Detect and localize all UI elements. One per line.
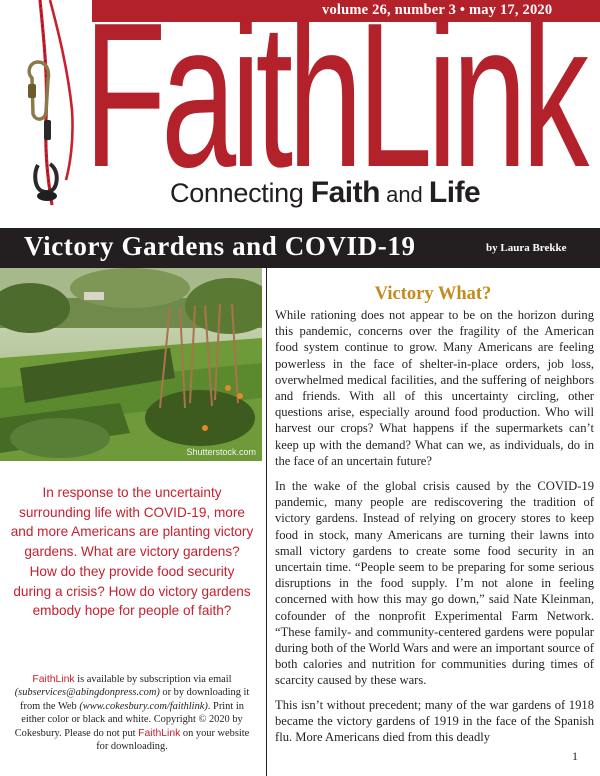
tagline-connecting: Connecting xyxy=(170,178,311,208)
article-byline: by Laura Brekke xyxy=(486,242,567,254)
notice-email: (subservices@abingdonpress.com) xyxy=(14,687,160,699)
section-heading: Victory What? xyxy=(374,284,492,304)
photo-credit: Shutterstock.com xyxy=(186,447,256,457)
tagline-faith: Faith xyxy=(310,176,380,209)
garden-photo-image xyxy=(0,268,262,461)
faithlink-logo xyxy=(84,16,594,184)
masthead xyxy=(0,0,600,228)
notice-text-1: is available by subscription via email xyxy=(74,674,232,685)
garden-photo xyxy=(0,268,262,461)
column-divider xyxy=(266,268,267,776)
tagline-and: and xyxy=(379,182,429,207)
issue-line: volume 26, number 3 • may 17, 2020 xyxy=(322,2,553,18)
tagline xyxy=(170,176,480,210)
notice-web: (www.cokesbury.com/faithlink) xyxy=(79,700,208,712)
notice-brand-2: FaithLink xyxy=(138,727,181,739)
sidebar-panel xyxy=(0,461,262,776)
article-title: Victory Gardens and COVID-19 xyxy=(24,231,416,261)
page-number: 1 xyxy=(572,749,578,763)
tagline-life: Life xyxy=(428,176,481,209)
title-band xyxy=(0,228,600,268)
svg-text:FaithLink: FaithLink xyxy=(84,16,590,184)
notice-text-4: on your website for downloading. xyxy=(96,727,250,753)
body-paragraph-2: In the wake of the global crisis caused by the COVID-19 pandemic, many people are rediscovering the tradition of victory gardens. Instead of relying on grocery stores to keep food in stock, many Americans are turning their lawns into small victory gardens to create some food security in an uncertain time. “People seem to be preparing for some serious disruptions in the food supply. I’m not alone in feeling concerned with how this may go down,” said Nate Kleinman, cofounder of the nonprofit Experimental Farm Network. “These family- and community-centered gardens were popular during both of the World Wars and were an important source of both calories and nutrition for communities during times of scarcity caused by these wars. xyxy=(275,479,594,688)
notice-text-3: . Print in either color or black and white. Copyright © 2020 by Cokesbury. Please do not put xyxy=(14,700,244,739)
notice-text-2: or by downloading it from the Web xyxy=(20,687,250,712)
body-paragraph-1: While rationing does not appear to be on the horizon during this pandemic, concerns over the fragility of the American food system continue to grow. Many Americans are feeling powerless in the face of shelter-in-place orders, job loss, overwhelmed medical facilities, and the suffering of neighbors and friends. With all of this uncertainty circling, other questions arise, especially around food production. Who will harvest our crops? What happens if the supermarkets can’t keep up with the demand? What can we, as individuals, do in the face of an uncertain future? xyxy=(275,308,594,468)
body-paragraph-3: This isn’t without precedent; many of the war gardens of 1918 became the victory gardens of 1919 in the face of the Spanish flu. More Americans died from this deadly xyxy=(275,698,594,745)
notice-brand: FaithLink xyxy=(32,674,75,685)
carabiner-rope-graphic xyxy=(0,0,95,225)
teaser-text: In response to the uncertainty surrounding life with COVID-19, more and more Americans are planting victory gardens. What are victory gardens? How do they provide food security during a crisis? How do victory gardens embody hope for people of faith? xyxy=(10,485,254,619)
subscription-notice xyxy=(12,673,252,753)
